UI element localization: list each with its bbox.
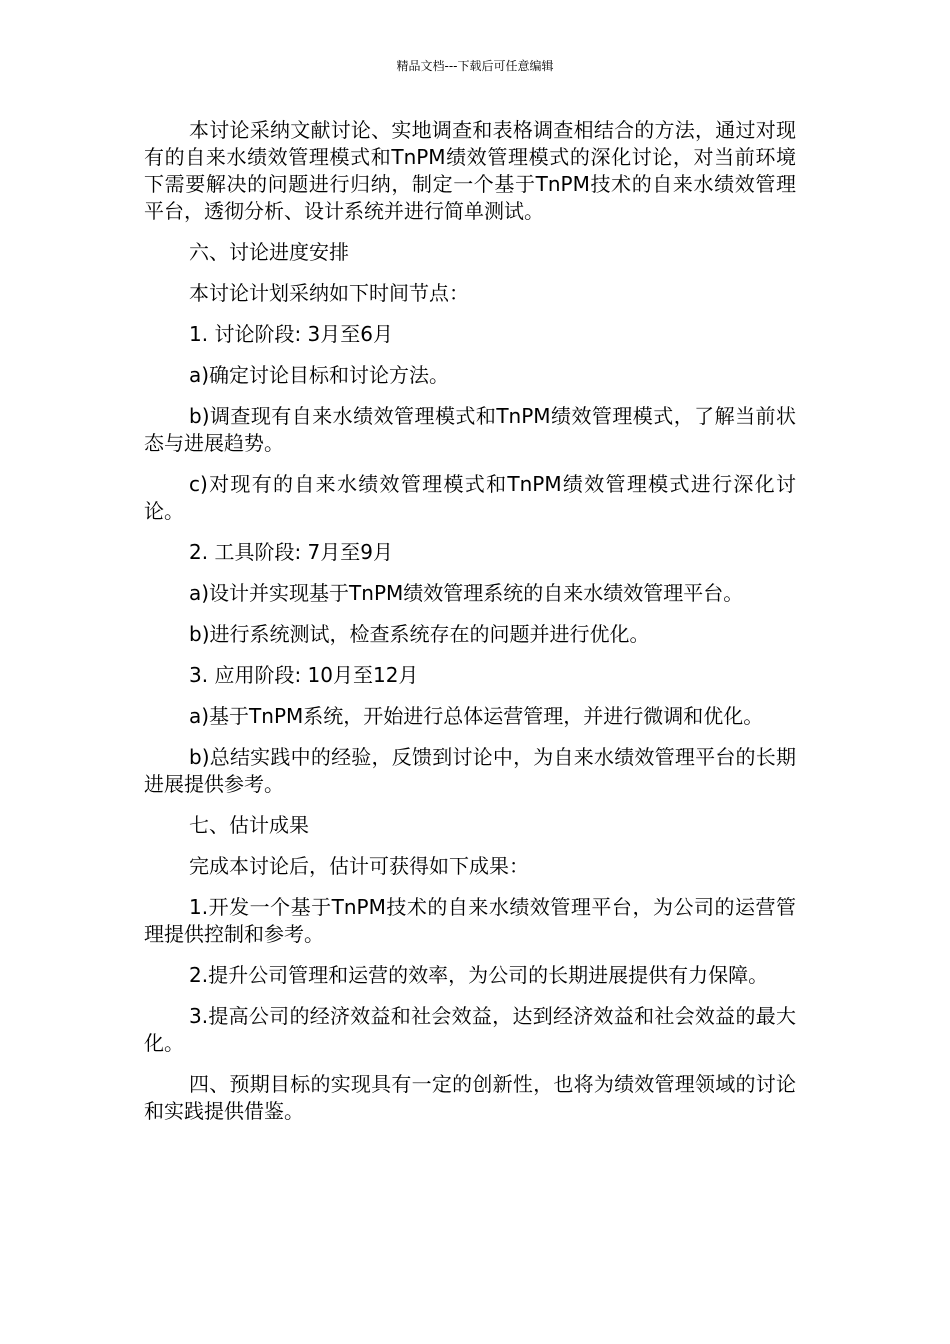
phase-1-heading: 1. 讨论阶段: 3月至6月 [189, 322, 393, 346]
section-heading-schedule: 六、讨论进度安排 [189, 240, 349, 264]
phase-3-item-b: b)总结实践中的经验，反馈到讨论中，为自来水绩效管理平台的长期进展提供参考。 [144, 745, 796, 796]
document-body [144, 117, 796, 1139]
paragraph-method: 本讨论采纳文献讨论、实地调查和表格调查相结合的方法，通过对现有的自来水绩效管理模式和TnPM绩效管理模式的深化讨论，对当前环境下需要解决的问题进行归纳，制定一个基于TnPM技术的自来水绩效管理平台，透彻分析、设计系统并进行简单测试。 [144, 118, 796, 223]
phase-3-heading: 3. 应用阶段: 10月至12月 [189, 663, 419, 687]
page-header: 精品文档---下载后可任意编辑 [396, 59, 554, 73]
result-item-1: 1.开发一个基于TnPM技术的自来水绩效管理平台，为公司的运营管理提供控制和参考。 [144, 895, 796, 946]
paragraph-results-intro: 完成本讨论后，估计可获得如下成果： [189, 854, 529, 878]
phase-2-item-a: a)设计并实现基于TnPM绩效管理系统的自来水绩效管理平台。 [189, 581, 744, 605]
section-heading-results: 七、估计成果 [189, 813, 309, 837]
phase-2-item-b: b)进行系统测试，检查系统存在的问题并进行优化。 [189, 622, 650, 646]
result-item-3: 3.提高公司的经济效益和社会效益，达到经济效益和社会效益的最大化。 [144, 1004, 796, 1055]
phase-1-item-c: c)对现有的自来水绩效管理模式和TnPM绩效管理模式进行深化讨论。 [144, 472, 796, 523]
phase-3-item-a: a)基于TnPM系统，开始进行总体运营管理，并进行微调和优化。 [189, 704, 764, 728]
phase-1-item-b: b)调查现有自来水绩效管理模式和TnPM绩效管理模式，了解当前状态与进展趋势。 [144, 404, 796, 455]
paragraph-schedule-intro: 本讨论计划采纳如下时间节点： [189, 281, 469, 305]
phase-2-heading: 2. 工具阶段: 7月至9月 [189, 540, 393, 564]
result-item-2: 2.提升公司管理和运营的效率，为公司的长期进展提供有力保障。 [189, 963, 769, 987]
phase-1-item-a: a)确定讨论目标和讨论方法。 [189, 363, 450, 387]
paragraph-innovation: 四、预期目标的实现具有一定的创新性，也将为绩效管理领域的讨论和实践提供借鉴。 [144, 1072, 796, 1123]
